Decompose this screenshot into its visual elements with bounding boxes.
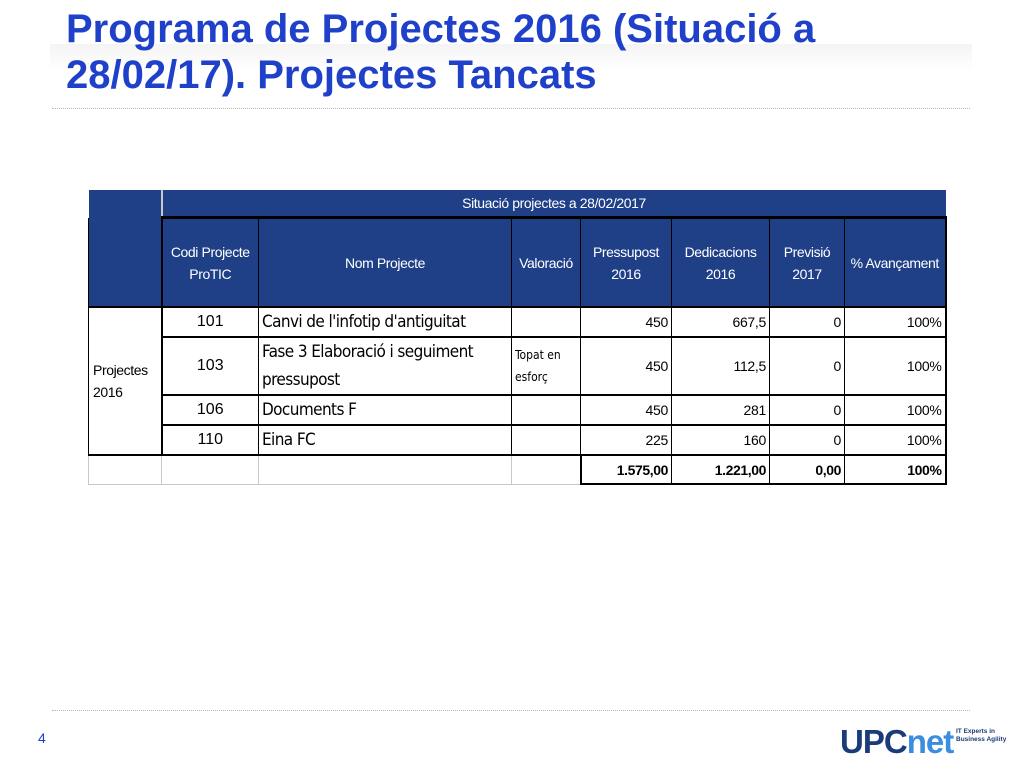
- cell-pressupost: 450: [581, 307, 672, 337]
- table-row: [89, 425, 946, 455]
- cell-avancament: 100%: [845, 425, 946, 455]
- col-header-avancament: % Avançament: [845, 218, 946, 308]
- cell-pressupost: 225: [581, 425, 672, 455]
- cell-valoracio: Topat en esforç: [512, 337, 581, 395]
- total-pressupost: 1.575,00: [581, 455, 672, 484]
- total-avancament: 100%: [845, 455, 946, 484]
- cell-dedicacions: 160: [672, 425, 770, 455]
- cell-codi: 106: [162, 395, 259, 425]
- header-corner: [89, 190, 162, 218]
- totals-blank: [162, 455, 259, 484]
- cell-previsio: 0: [770, 395, 845, 425]
- header-corner-lower: [89, 218, 162, 308]
- total-dedicacions: 1.221,00: [672, 455, 770, 484]
- logo-part-upc: UPC: [840, 723, 907, 760]
- title-divider: [52, 108, 970, 109]
- totals-blank: [259, 455, 512, 484]
- cell-avancament: 100%: [845, 395, 946, 425]
- cell-nom: Fase 3 Elaboració i seguiment pressupost: [259, 337, 512, 395]
- logo-part-net: net: [906, 723, 954, 760]
- cell-nom: Eina FC: [259, 425, 512, 455]
- cell-avancament: 100%: [845, 337, 946, 395]
- totals-blank: [512, 455, 581, 484]
- logo-tagline: IT Experts in Business Agility: [956, 728, 1007, 743]
- total-previsio: 0,00: [770, 455, 845, 484]
- col-header-previsio: Previsió 2017: [770, 218, 845, 308]
- cell-valoracio: [512, 425, 581, 455]
- cell-codi: 110: [162, 425, 259, 455]
- cell-dedicacions: 112,5: [672, 337, 770, 395]
- cell-valoracio: [512, 307, 581, 337]
- col-header-pressupost: Pressupost 2016: [581, 218, 672, 308]
- cell-valoracio: [512, 395, 581, 425]
- table-row: [89, 395, 946, 425]
- slide-title: Programa de Projectes 2016 (Situació a 28/02/17). Projectes Tancats: [66, 7, 816, 97]
- cell-nom: Canvi de l'infotip d'antiguitat: [259, 307, 512, 337]
- cell-codi: 101: [162, 307, 259, 337]
- cell-previsio: 0: [770, 307, 845, 337]
- col-header-valoracio: Valoració: [512, 218, 581, 308]
- table-row: [89, 337, 946, 395]
- col-header-codi: Codi Projecte ProTIC: [162, 218, 259, 308]
- cell-dedicacions: 667,5: [672, 307, 770, 337]
- col-header-nom: Nom Projecte: [259, 218, 512, 308]
- totals-row: [89, 455, 946, 484]
- cell-avancament: 100%: [845, 307, 946, 337]
- page-number: 4: [38, 730, 46, 746]
- cell-pressupost: 450: [581, 395, 672, 425]
- cell-nom: Documents F: [259, 395, 512, 425]
- group-header: Situació projectes a 28/02/2017: [162, 190, 946, 218]
- cell-previsio: 0: [770, 337, 845, 395]
- cell-pressupost: 450: [581, 337, 672, 395]
- totals-blank: [89, 455, 162, 484]
- row-group-label: Projectes 2016: [89, 307, 162, 455]
- col-header-dedicacions: Dedicacions 2016: [672, 218, 770, 308]
- cell-codi: 103: [162, 337, 259, 395]
- cell-dedicacions: 281: [672, 395, 770, 425]
- footer-divider: [52, 710, 970, 711]
- cell-previsio: 0: [770, 425, 845, 455]
- projects-table: [88, 190, 947, 485]
- table-row: [89, 307, 946, 337]
